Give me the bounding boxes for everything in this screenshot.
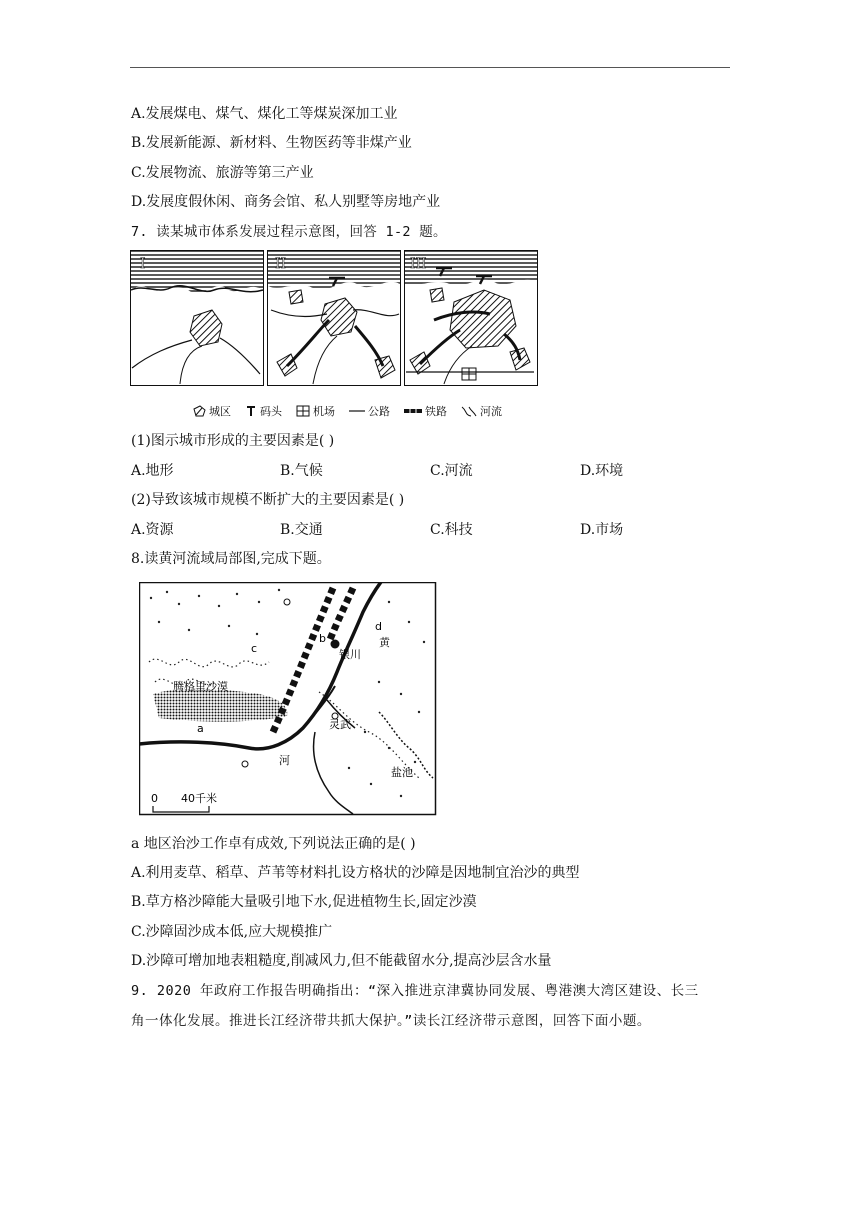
label-tengger-desert: 腾格里沙漠 bbox=[173, 680, 228, 693]
q9-line-2: 角一体化发展。推进长江经济带共抓大保护。”读长江经济带示意图，回答下面小题。 bbox=[131, 1013, 651, 1029]
label-c: c bbox=[251, 642, 258, 655]
q8-stem: 8.读黄河流域局部图,完成下题。 bbox=[131, 551, 331, 567]
q7-sub2: (2)导致该城市规模不断扩大的主要因素是( ) bbox=[131, 492, 405, 508]
q6-option-d: D.发展度假休闲、商务会馆、私人别墅等房地产业 bbox=[131, 194, 441, 210]
q8-option-d: D.沙障可增加地表粗糙度,削减风力,但不能截留水分,提高沙层含水量 bbox=[131, 953, 552, 969]
q8-option-c: C.沙障固沙成本低,应大规模推广 bbox=[131, 924, 333, 940]
q7-sub2-option-a: A.资源 bbox=[131, 522, 174, 538]
q8-question: a 地区治沙工作卓有成效,下列说法正确的是( ) bbox=[131, 836, 416, 852]
header-rule bbox=[130, 67, 730, 68]
legend-urban-area: 城区 bbox=[192, 403, 231, 419]
city-development-figure bbox=[130, 250, 540, 390]
q7-sub1-option-c: C.河流 bbox=[430, 463, 473, 479]
label-lingwu: 灵武 bbox=[329, 718, 351, 731]
legend-port: 码头 bbox=[245, 403, 282, 419]
label-d: d bbox=[375, 620, 382, 633]
scale-zero: 0 bbox=[151, 792, 158, 805]
legend-river: 河流 bbox=[461, 403, 502, 419]
q7-sub1-option-d: D.环境 bbox=[580, 463, 624, 479]
q7-sub1: (1)图示城市形成的主要因素是( ) bbox=[131, 433, 335, 449]
q8-option-b: B.草方格沙障能大量吸引地下水,促进植物生长,固定沙漠 bbox=[131, 894, 477, 910]
panel-3 bbox=[405, 251, 538, 386]
q7-sub1-option-a: A.地形 bbox=[131, 463, 174, 479]
q7-sub2-option-d: D.市场 bbox=[580, 522, 624, 538]
legend-airport: 机场 bbox=[296, 403, 335, 419]
city-figure-legend bbox=[192, 400, 522, 422]
q6-option-b: B.发展新能源、新材料、生物医药等非煤产业 bbox=[131, 135, 412, 151]
label-yanchi: 盐池 bbox=[391, 766, 413, 779]
legend-highway: 公路 bbox=[368, 405, 390, 418]
label-he: 河 bbox=[279, 754, 290, 767]
label-b: b bbox=[319, 632, 326, 645]
yellow-river-map bbox=[139, 582, 437, 816]
q7-sub2-option-b: B.交通 bbox=[280, 522, 323, 538]
panel-1 bbox=[131, 251, 264, 386]
q7-sub2-option-c: C.科技 bbox=[430, 522, 473, 538]
svg-text:I: I bbox=[140, 256, 146, 272]
q9-line-1: 9. 2020 年政府工作报告明确指出：“深入推进京津冀协同发展、粤港澳大湾区建设、长三 bbox=[131, 983, 699, 999]
q6-option-a: A.发展煤电、煤气、煤化工等煤炭深加工业 bbox=[131, 106, 398, 122]
panel-2 bbox=[268, 251, 401, 386]
label-yinchuan: 银川 bbox=[339, 648, 361, 661]
svg-text:II: II bbox=[275, 256, 287, 272]
label-huang: 黄 bbox=[379, 636, 390, 649]
q7-stem: 7. 读某城市体系发展过程示意图，回答 1-2 题。 bbox=[131, 224, 447, 240]
legend-railway: 铁路 bbox=[404, 403, 447, 419]
q6-option-c: C.发展物流、旅游等第三产业 bbox=[131, 165, 314, 181]
scale-label: 40千米 bbox=[181, 792, 217, 805]
q8-option-a: A.利用麦草、稻草、芦苇等材料扎设方格状的沙障是因地制宜治沙的典型 bbox=[131, 865, 580, 881]
q7-sub1-option-b: B.气候 bbox=[280, 463, 323, 479]
label-a: a bbox=[197, 722, 204, 735]
svg-text:III: III bbox=[410, 256, 427, 272]
